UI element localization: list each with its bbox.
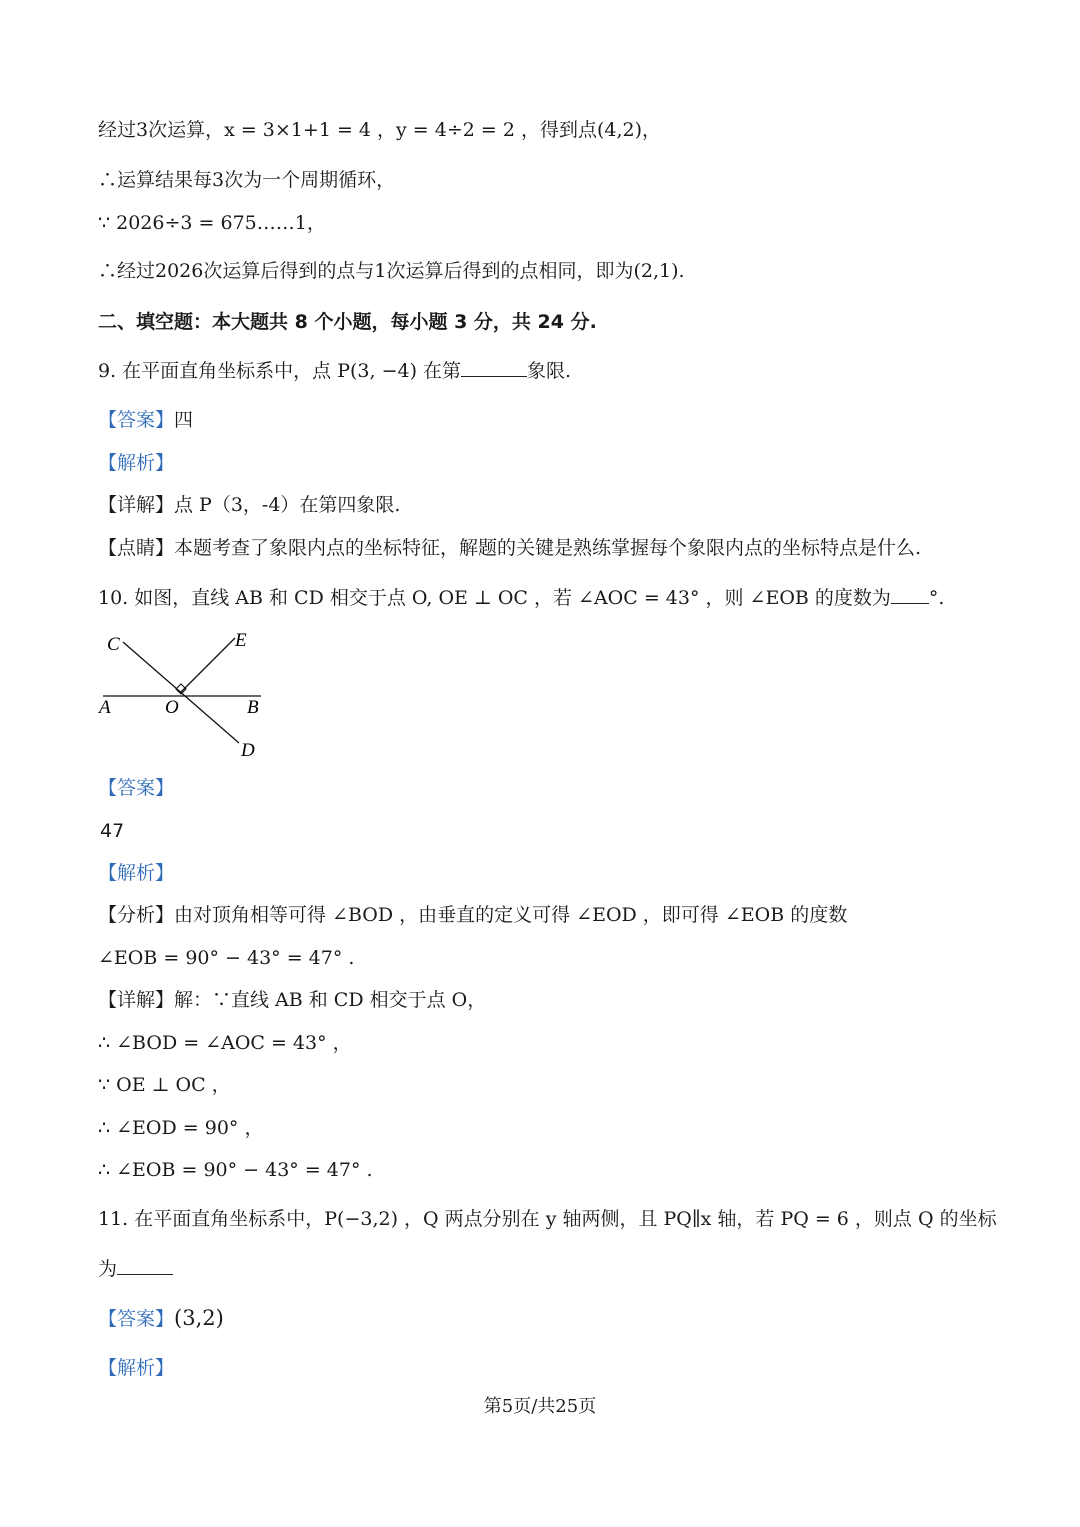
q9-suffix: 象限.: [527, 360, 572, 382]
text-line: ∴经过2026次运算后得到的点与1次运算后得到的点相同，即为(2,1).: [98, 260, 685, 282]
geometry-figure: [95, 628, 275, 763]
label-d: D: [241, 740, 255, 761]
q10-fenxi: 【分析】由对顶角相等可得 ∠BOD ，由垂直的定义可得 ∠EOD ，即可得 ∠EOB 的度数: [98, 904, 848, 926]
label-a: A: [99, 697, 111, 718]
label-b: B: [247, 697, 259, 718]
q10-detail-1: 【详解】解：∵直线 AB 和 CD 相交于点 O，: [98, 989, 487, 1011]
question-11: 11. 在平面直角坐标系中，P(−3,2) ，Q 两点分别在 y 轴两侧，且 PQ∥x 轴，若 PQ = 6 ，则点 Q 的坐标: [98, 1208, 997, 1230]
text-line: 经过3次运算，x = 3×1+1 = 4 ，y = 4÷2 = 2 ，得到点(4,2)，: [98, 119, 662, 141]
question-10: [98, 584, 944, 612]
answer-tag: 【答案】: [98, 1308, 175, 1330]
q10-detail-5: ∴ ∠EOB = 90° − 43° = 47° .: [98, 1159, 373, 1181]
answer-value: (3,2): [174, 1306, 224, 1330]
text-line: ∴运算结果每3次为一个周期循环，: [98, 169, 396, 191]
page-footer: 第5页/共25页: [483, 1396, 597, 1417]
q9-comment: 【点睛】本题考查了象限内点的坐标特征，解题的关键是熟练掌握每个象限内点的坐标特点是什么.: [98, 537, 922, 559]
section-heading: 二、填空题：本大题共 8 个小题，每小题 3 分，共 24 分.: [98, 311, 597, 333]
analysis-tag: 【解析】: [98, 1357, 175, 1379]
q10-detail-3: ∵ OE ⊥ OC ，: [98, 1074, 231, 1096]
question-9: [98, 357, 571, 385]
answer-tag: 【答案】: [98, 409, 175, 431]
line-cd: [123, 642, 239, 743]
q9-text: 9. 在平面直角坐标系中，点 P(3, −4) 在第: [98, 360, 462, 382]
answer-value: 四: [174, 409, 194, 431]
analysis-tag: 【解析】: [98, 452, 175, 474]
answer-blank: [461, 358, 527, 377]
q10-text: 10. 如图，直线 AB 和 CD 相交于点 O, OE ⊥ OC ，若 ∠AOC = 43° ，则 ∠EOB 的度数为: [98, 587, 891, 609]
q10-detail-2: ∴ ∠BOD = ∠AOC = 43° ，: [98, 1032, 352, 1054]
question-11-cont: [98, 1255, 173, 1283]
q10-fenxi-formula: ∠EOB = 90° − 43° = 47° .: [98, 947, 355, 969]
answer-blank: [117, 1256, 173, 1275]
answer-blank: [891, 585, 929, 604]
q9-answer: [98, 406, 193, 434]
q11-text: 为: [98, 1258, 118, 1280]
text-line: ∵ 2026÷3 = 675……1，: [98, 212, 326, 234]
q10-detail-4: ∴ ∠EOD = 90° ，: [98, 1117, 264, 1139]
ray-oe: [181, 638, 235, 692]
q10-suffix: °.: [928, 587, 945, 609]
q10-answer: 47: [100, 820, 125, 842]
analysis-tag: 【解析】: [98, 862, 175, 884]
q9-detail: 【详解】点 P（3，-4）在第四象限.: [98, 494, 401, 516]
answer-tag: 【答案】: [98, 777, 175, 799]
label-c: C: [107, 634, 120, 655]
q11-answer: [98, 1304, 224, 1333]
label-o: O: [165, 697, 179, 718]
label-e: E: [235, 630, 247, 651]
